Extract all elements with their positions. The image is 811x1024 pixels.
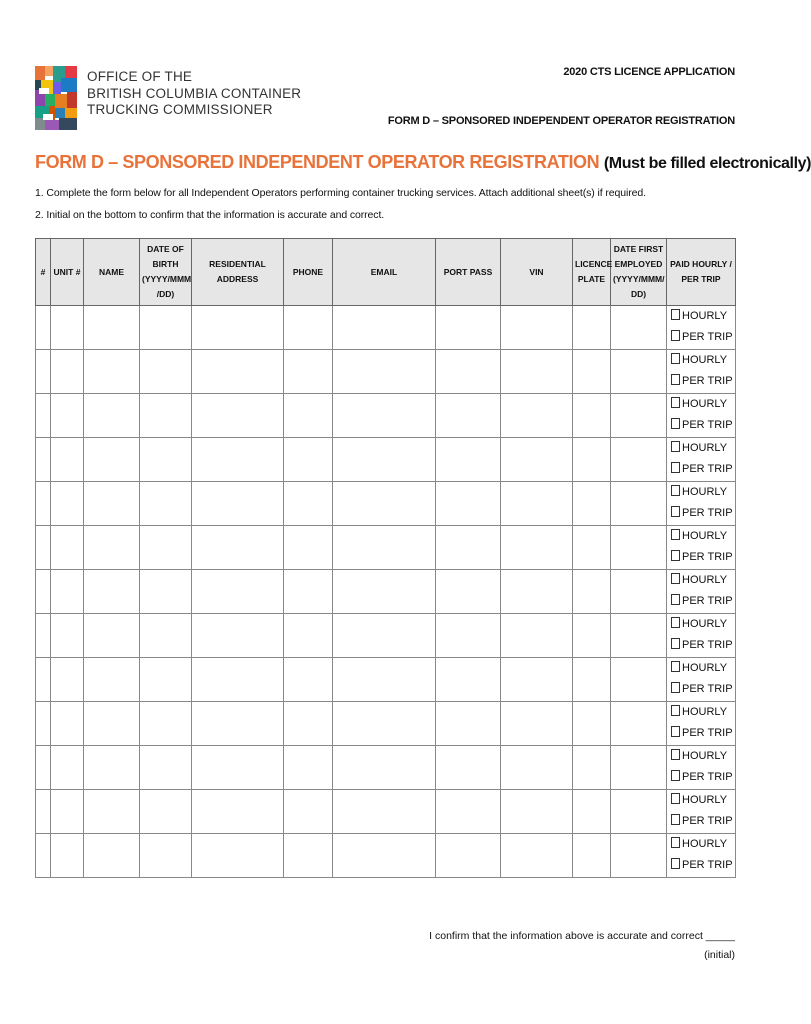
logo-text [87, 69, 301, 119]
hourly-label: HOURLY [682, 750, 728, 762]
paid-type-cell [667, 394, 736, 438]
unit-cell[interactable] [51, 702, 84, 746]
per-trip-label: PER TRIP [682, 331, 733, 343]
per-trip-option[interactable] [671, 767, 735, 788]
email-cell[interactable] [333, 570, 436, 614]
vin-cell[interactable] [501, 526, 573, 570]
hourly-option[interactable] [671, 746, 735, 767]
hourly-checkbox[interactable] [671, 837, 680, 848]
per-trip-option[interactable] [671, 855, 735, 876]
port-pass-cell[interactable] [436, 482, 501, 526]
per-trip-option[interactable] [671, 371, 735, 392]
number-cell[interactable] [36, 526, 51, 570]
residential-address-cell[interactable] [192, 306, 284, 350]
paid-type-cell [667, 438, 736, 482]
hourly-label: HOURLY [682, 706, 728, 718]
hourly-label: HOURLY [682, 838, 728, 850]
paid-type-cell [667, 482, 736, 526]
confirmation-statement: I confirm that the information above is accurate and correct _____ [429, 930, 735, 942]
per-trip-checkbox[interactable] [671, 814, 680, 825]
date-first-employed-cell[interactable] [611, 306, 667, 350]
port-pass-cell[interactable] [436, 350, 501, 394]
vin-cell[interactable] [501, 570, 573, 614]
date-of-birth-cell[interactable] [140, 658, 192, 702]
hourly-checkbox[interactable] [671, 353, 680, 364]
phone-cell[interactable] [284, 438, 333, 482]
port-pass-cell[interactable] [436, 570, 501, 614]
unit-cell[interactable] [51, 394, 84, 438]
date-first-employed-cell[interactable] [611, 834, 667, 878]
licence-plate-cell[interactable] [573, 834, 611, 878]
vin-cell[interactable] [501, 746, 573, 790]
table-row [36, 834, 736, 878]
per-trip-label: PER TRIP [682, 551, 733, 563]
unit-cell[interactable] [51, 614, 84, 658]
per-trip-checkbox[interactable] [671, 550, 680, 561]
name-cell[interactable] [84, 438, 140, 482]
logo-mosaic-icon [35, 66, 77, 130]
residential-address-cell[interactable] [192, 350, 284, 394]
vin-cell[interactable] [501, 702, 573, 746]
email-cell[interactable] [333, 482, 436, 526]
col-header-phone: PHONE [284, 239, 333, 306]
number-cell[interactable] [36, 834, 51, 878]
number-cell[interactable] [36, 658, 51, 702]
number-cell[interactable] [36, 614, 51, 658]
paid-type-cell [667, 614, 736, 658]
residential-address-cell[interactable] [192, 790, 284, 834]
name-cell[interactable] [84, 658, 140, 702]
form-title-main: FORM D – SPONSORED INDEPENDENT OPERATOR REGISTRATION [35, 152, 600, 172]
licence-plate-cell[interactable] [573, 306, 611, 350]
hourly-label: HOURLY [682, 662, 728, 674]
hourly-checkbox[interactable] [671, 793, 680, 804]
hourly-option[interactable] [671, 306, 735, 327]
phone-cell[interactable] [284, 834, 333, 878]
name-cell[interactable] [84, 394, 140, 438]
per-trip-checkbox[interactable] [671, 506, 680, 517]
hourly-label: HOURLY [682, 310, 728, 322]
hourly-checkbox[interactable] [671, 749, 680, 760]
table-body [36, 306, 736, 878]
col-header-email: EMAIL [333, 239, 436, 306]
port-pass-cell[interactable] [436, 614, 501, 658]
table-row [36, 306, 736, 350]
per-trip-checkbox[interactable] [671, 682, 680, 693]
date-of-birth-cell[interactable] [140, 526, 192, 570]
unit-cell[interactable] [51, 306, 84, 350]
instruction-1: 1. Complete the form below for all Independent Operators performing container trucking services. Attach additional sheet(s) if required. [35, 187, 646, 199]
hourly-checkbox[interactable] [671, 529, 680, 540]
per-trip-option[interactable] [671, 723, 735, 744]
hourly-checkbox[interactable] [671, 309, 680, 320]
vin-cell[interactable] [501, 834, 573, 878]
col-header-number: # [36, 239, 51, 306]
port-pass-cell[interactable] [436, 746, 501, 790]
per-trip-option[interactable] [671, 459, 735, 480]
paid-type-cell [667, 350, 736, 394]
date-of-birth-cell[interactable] [140, 790, 192, 834]
vin-cell[interactable] [501, 482, 573, 526]
hourly-option[interactable] [671, 570, 735, 591]
paid-type-cell [667, 834, 736, 878]
licence-plate-cell[interactable] [573, 614, 611, 658]
table-row [36, 614, 736, 658]
paid-type-cell [667, 702, 736, 746]
col-header-residential-address: RESIDENTIAL ADDRESS [192, 239, 284, 306]
date-first-employed-cell[interactable] [611, 570, 667, 614]
table-row [36, 350, 736, 394]
email-cell[interactable] [333, 350, 436, 394]
date-of-birth-cell[interactable] [140, 702, 192, 746]
unit-cell[interactable] [51, 482, 84, 526]
date-first-employed-cell[interactable] [611, 438, 667, 482]
unit-cell[interactable] [51, 834, 84, 878]
residential-address-cell[interactable] [192, 394, 284, 438]
per-trip-label: PER TRIP [682, 419, 733, 431]
hourly-checkbox[interactable] [671, 441, 680, 452]
date-of-birth-cell[interactable] [140, 394, 192, 438]
name-cell[interactable] [84, 702, 140, 746]
number-cell[interactable] [36, 702, 51, 746]
phone-cell[interactable] [284, 394, 333, 438]
name-cell[interactable] [84, 526, 140, 570]
number-cell[interactable] [36, 570, 51, 614]
hourly-option[interactable] [671, 614, 735, 635]
hourly-option[interactable] [671, 438, 735, 459]
residential-address-cell[interactable] [192, 614, 284, 658]
hourly-label: HOURLY [682, 442, 728, 454]
table-row [36, 570, 736, 614]
port-pass-cell[interactable] [436, 306, 501, 350]
per-trip-option[interactable] [671, 811, 735, 832]
date-of-birth-cell[interactable] [140, 746, 192, 790]
name-cell[interactable] [84, 834, 140, 878]
name-cell[interactable] [84, 746, 140, 790]
number-cell[interactable] [36, 394, 51, 438]
name-cell[interactable] [84, 350, 140, 394]
per-trip-label: PER TRIP [682, 771, 733, 783]
hourly-label: HOURLY [682, 618, 728, 630]
unit-cell[interactable] [51, 746, 84, 790]
paid-type-cell [667, 306, 736, 350]
date-first-employed-cell[interactable] [611, 702, 667, 746]
email-cell[interactable] [333, 790, 436, 834]
hourly-label: HOURLY [682, 486, 728, 498]
date-of-birth-cell[interactable] [140, 614, 192, 658]
table-row [36, 438, 736, 482]
hourly-option[interactable] [671, 350, 735, 371]
name-cell[interactable] [84, 790, 140, 834]
table-row [36, 702, 736, 746]
hourly-label: HOURLY [682, 398, 728, 410]
date-first-employed-cell[interactable] [611, 746, 667, 790]
port-pass-cell[interactable] [436, 438, 501, 482]
per-trip-label: PER TRIP [682, 507, 733, 519]
hourly-checkbox[interactable] [671, 573, 680, 584]
number-cell[interactable] [36, 746, 51, 790]
per-trip-label: PER TRIP [682, 463, 733, 475]
col-header-date-of-birth: DATE OF BIRTH (YYYY/MMM /DD) [140, 239, 192, 306]
vin-cell[interactable] [501, 614, 573, 658]
hourly-option[interactable] [671, 482, 735, 503]
date-first-employed-cell[interactable] [611, 394, 667, 438]
email-cell[interactable] [333, 702, 436, 746]
per-trip-option[interactable] [671, 679, 735, 700]
number-cell[interactable] [36, 350, 51, 394]
per-trip-checkbox[interactable] [671, 726, 680, 737]
per-trip-checkbox[interactable] [671, 330, 680, 341]
phone-cell[interactable] [284, 790, 333, 834]
licence-plate-cell[interactable] [573, 570, 611, 614]
paid-type-cell [667, 790, 736, 834]
per-trip-checkbox[interactable] [671, 418, 680, 429]
col-header-name: NAME [84, 239, 140, 306]
licence-plate-cell[interactable] [573, 350, 611, 394]
date-first-employed-cell[interactable] [611, 790, 667, 834]
email-cell[interactable] [333, 438, 436, 482]
paid-type-cell [667, 570, 736, 614]
date-of-birth-cell[interactable] [140, 438, 192, 482]
name-cell[interactable] [84, 570, 140, 614]
phone-cell[interactable] [284, 482, 333, 526]
phone-cell[interactable] [284, 702, 333, 746]
licence-plate-cell[interactable] [573, 526, 611, 570]
table-row [36, 790, 736, 834]
col-header-unit: UNIT # [51, 239, 84, 306]
operator-registration-table [35, 238, 736, 878]
phone-cell[interactable] [284, 570, 333, 614]
residential-address-cell[interactable] [192, 658, 284, 702]
hourly-label: HOURLY [682, 530, 728, 542]
col-header-licence-plate: LICENCE PLATE [573, 239, 611, 306]
licence-plate-cell[interactable] [573, 790, 611, 834]
hourly-label: HOURLY [682, 794, 728, 806]
per-trip-label: PER TRIP [682, 639, 733, 651]
per-trip-checkbox[interactable] [671, 374, 680, 385]
residential-address-cell[interactable] [192, 834, 284, 878]
vin-cell[interactable] [501, 394, 573, 438]
name-cell[interactable] [84, 482, 140, 526]
col-header-port-pass: PORT PASS [436, 239, 501, 306]
phone-cell[interactable] [284, 658, 333, 702]
phone-cell[interactable] [284, 526, 333, 570]
col-header-vin: VIN [501, 239, 573, 306]
vin-cell[interactable] [501, 350, 573, 394]
residential-address-cell[interactable] [192, 482, 284, 526]
per-trip-checkbox[interactable] [671, 594, 680, 605]
hourly-option[interactable] [671, 834, 735, 855]
hourly-label: HOURLY [682, 574, 728, 586]
table-row [36, 526, 736, 570]
unit-cell[interactable] [51, 570, 84, 614]
per-trip-option[interactable] [671, 635, 735, 656]
unit-cell[interactable] [51, 658, 84, 702]
date-first-employed-cell[interactable] [611, 482, 667, 526]
date-of-birth-cell[interactable] [140, 834, 192, 878]
hourly-checkbox[interactable] [671, 397, 680, 408]
per-trip-label: PER TRIP [682, 727, 733, 739]
email-cell[interactable] [333, 746, 436, 790]
table-row [36, 482, 736, 526]
email-cell[interactable] [333, 394, 436, 438]
residential-address-cell[interactable] [192, 526, 284, 570]
application-year-header: 2020 CTS LICENCE APPLICATION [563, 66, 735, 78]
table-row [36, 394, 736, 438]
date-of-birth-cell[interactable] [140, 306, 192, 350]
date-first-employed-cell[interactable] [611, 526, 667, 570]
col-header-date-first-employed: DATE FIRST EMPLOYED (YYYY/MMM/ DD) [611, 239, 667, 306]
bc-container-trucking-logo [35, 66, 302, 132]
logo-line-1: OFFICE OF THE [87, 69, 193, 84]
form-title [35, 152, 811, 173]
logo-line-2: BRITISH COLUMBIA CONTAINER [87, 85, 302, 101]
phone-cell[interactable] [284, 746, 333, 790]
email-cell[interactable] [333, 834, 436, 878]
hourly-checkbox[interactable] [671, 485, 680, 496]
unit-cell[interactable] [51, 350, 84, 394]
hourly-label: HOURLY [682, 354, 728, 366]
instruction-2: 2. Initial on the bottom to confirm that the information is accurate and correct. [35, 209, 385, 221]
per-trip-label: PER TRIP [682, 815, 733, 827]
date-of-birth-cell[interactable] [140, 482, 192, 526]
email-cell[interactable] [333, 526, 436, 570]
col-header-paid-hourly-per-trip: PAID HOURLY / PER TRIP [667, 239, 736, 306]
per-trip-checkbox[interactable] [671, 770, 680, 781]
vin-cell[interactable] [501, 438, 573, 482]
per-trip-checkbox[interactable] [671, 462, 680, 473]
unit-cell[interactable] [51, 438, 84, 482]
paid-type-cell [667, 658, 736, 702]
residential-address-cell[interactable] [192, 702, 284, 746]
table-header-row [36, 239, 736, 306]
date-first-employed-cell[interactable] [611, 350, 667, 394]
licence-plate-cell[interactable] [573, 746, 611, 790]
date-of-birth-cell[interactable] [140, 350, 192, 394]
number-cell[interactable] [36, 438, 51, 482]
form-name-header: FORM D – SPONSORED INDEPENDENT OPERATOR REGISTRATION [387, 115, 735, 127]
date-of-birth-cell[interactable] [140, 570, 192, 614]
name-cell[interactable] [84, 306, 140, 350]
licence-plate-cell[interactable] [573, 482, 611, 526]
hourly-option[interactable] [671, 394, 735, 415]
per-trip-label: PER TRIP [682, 375, 733, 387]
hourly-option[interactable] [671, 526, 735, 547]
per-trip-label: PER TRIP [682, 595, 733, 607]
licence-plate-cell[interactable] [573, 438, 611, 482]
per-trip-option[interactable] [671, 547, 735, 568]
residential-address-cell[interactable] [192, 746, 284, 790]
per-trip-label: PER TRIP [682, 683, 733, 695]
logo-line-3: TRUCKING COMMISSIONER [87, 102, 273, 117]
phone-cell[interactable] [284, 306, 333, 350]
email-cell[interactable] [333, 614, 436, 658]
port-pass-cell[interactable] [436, 790, 501, 834]
name-cell[interactable] [84, 614, 140, 658]
number-cell[interactable] [36, 790, 51, 834]
hourly-option[interactable] [671, 658, 735, 679]
per-trip-option[interactable] [671, 415, 735, 436]
per-trip-option[interactable] [671, 503, 735, 524]
port-pass-cell[interactable] [436, 658, 501, 702]
paid-type-cell [667, 526, 736, 570]
unit-cell[interactable] [51, 526, 84, 570]
date-first-employed-cell[interactable] [611, 614, 667, 658]
hourly-checkbox[interactable] [671, 617, 680, 628]
initial-label: (initial) [704, 949, 735, 961]
per-trip-checkbox[interactable] [671, 858, 680, 869]
number-cell[interactable] [36, 306, 51, 350]
table-row [36, 658, 736, 702]
port-pass-cell[interactable] [436, 834, 501, 878]
phone-cell[interactable] [284, 350, 333, 394]
per-trip-label: PER TRIP [682, 859, 733, 871]
per-trip-option[interactable] [671, 327, 735, 348]
licence-plate-cell[interactable] [573, 394, 611, 438]
port-pass-cell[interactable] [436, 526, 501, 570]
date-first-employed-cell[interactable] [611, 658, 667, 702]
email-cell[interactable] [333, 306, 436, 350]
port-pass-cell[interactable] [436, 702, 501, 746]
per-trip-checkbox[interactable] [671, 638, 680, 649]
hourly-checkbox[interactable] [671, 661, 680, 672]
per-trip-option[interactable] [671, 591, 735, 612]
port-pass-cell[interactable] [436, 394, 501, 438]
hourly-option[interactable] [671, 702, 735, 723]
table-row [36, 746, 736, 790]
vin-cell[interactable] [501, 306, 573, 350]
form-title-note: (Must be filled electronically) [603, 155, 811, 172]
vin-cell[interactable] [501, 790, 573, 834]
licence-plate-cell[interactable] [573, 658, 611, 702]
residential-address-cell[interactable] [192, 438, 284, 482]
unit-cell[interactable] [51, 790, 84, 834]
licence-plate-cell[interactable] [573, 702, 611, 746]
phone-cell[interactable] [284, 614, 333, 658]
paid-type-cell [667, 746, 736, 790]
hourly-option[interactable] [671, 790, 735, 811]
number-cell[interactable] [36, 482, 51, 526]
email-cell[interactable] [333, 658, 436, 702]
hourly-checkbox[interactable] [671, 705, 680, 716]
residential-address-cell[interactable] [192, 570, 284, 614]
vin-cell[interactable] [501, 658, 573, 702]
